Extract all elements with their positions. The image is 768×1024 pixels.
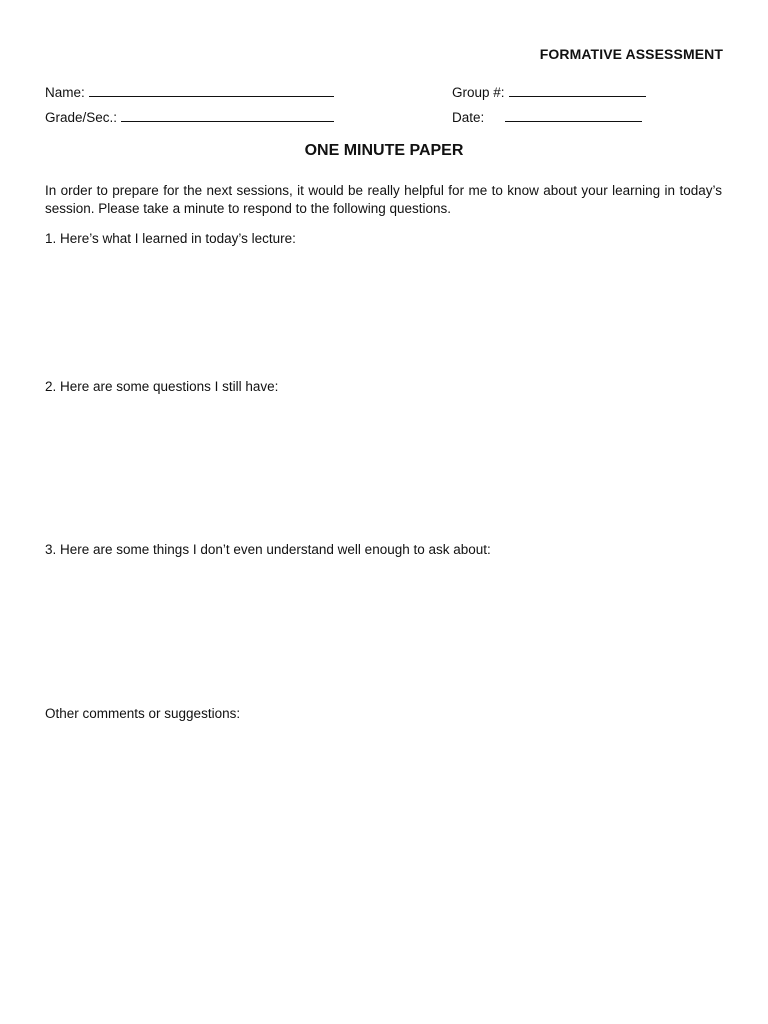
date-blank-line[interactable] xyxy=(505,109,642,122)
date-label: Date: xyxy=(452,110,485,125)
grade-section-blank-line[interactable] xyxy=(121,109,334,122)
group-blank-line[interactable] xyxy=(509,84,646,97)
name-field[interactable] xyxy=(45,84,334,100)
document-header-title: FORMATIVE ASSESSMENT xyxy=(539,46,723,62)
answer-area-2[interactable] xyxy=(45,400,722,534)
name-label: Name: xyxy=(45,85,85,100)
question-2: 2. Here are some questions I still have: xyxy=(45,379,279,394)
group-field[interactable] xyxy=(452,84,646,100)
answer-area-1[interactable] xyxy=(45,252,722,370)
grade-section-label: Grade/Sec.: xyxy=(45,110,118,125)
page-title: ONE MINUTE PAPER xyxy=(304,142,464,159)
date-field[interactable] xyxy=(452,109,642,125)
intro-paragraph: In order to prepare for the next sessions, it would be really helpful for me to know about your learning in today’s session. Please take a minute to respond to the following questions. xyxy=(45,183,722,216)
group-label: Group #: xyxy=(452,85,505,100)
answer-area-comments[interactable] xyxy=(45,727,722,977)
answer-area-3[interactable] xyxy=(45,563,722,697)
name-blank-line[interactable] xyxy=(89,84,334,97)
question-3: 3. Here are some things I don’t even understand well enough to ask about: xyxy=(45,542,491,557)
other-comments-prompt: Other comments or suggestions: xyxy=(45,706,241,721)
question-1: 1. Here’s what I learned in today’s lecture: xyxy=(45,231,296,246)
grade-section-field[interactable] xyxy=(45,109,334,125)
